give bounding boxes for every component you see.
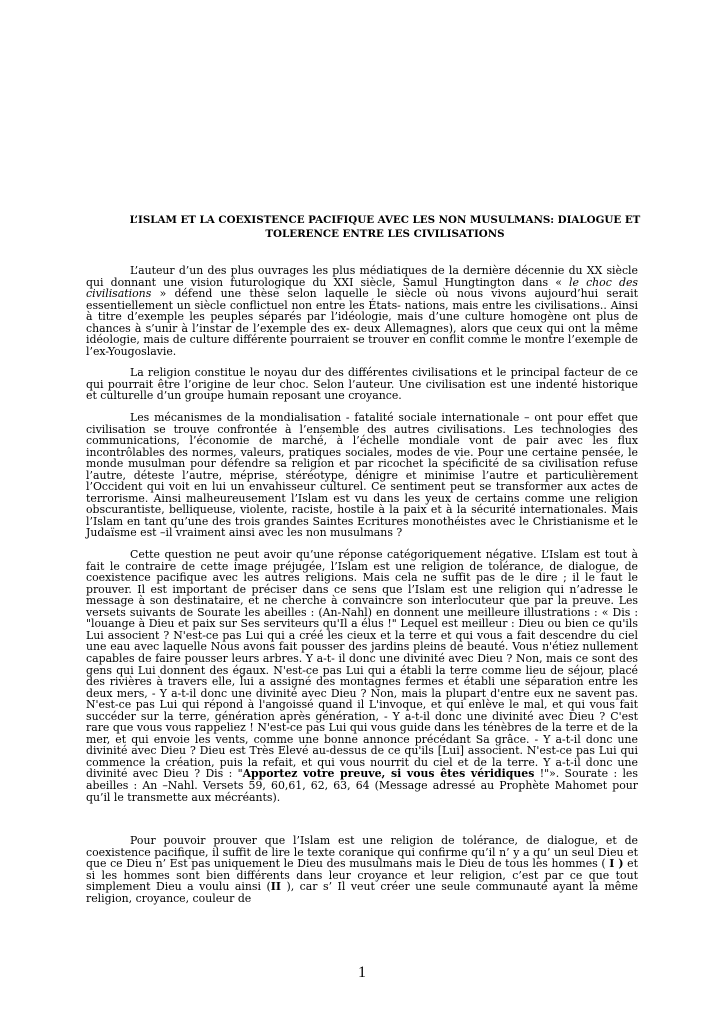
paragraph-4-text-a: Cette question ne peut avoir qu’une réponse catégoriquement négative. L’Islam est tout à fait le contraire de cette image préjugée, l’Islam est une religion de tolérance, de dialogue, de coexistence pacifique avec les autres religions. Mais cela ne suffit pas de le dire ; il le faut le prouver. Il est important de préciser dans ce sens que l’Islam est une religion qui n’adresse le message à son destinataire, et ne cherche à convaincre son interlocuteur que par la preuve. Les versets suivants de Sourate les abeilles : (An-Nahl) en donnent une meilleure illustrations : « Dis : "louange à Dieu et paix sur Ses serviteurs qu'Il a élus !" Lequel est meilleur : Dieu ou bien ce qu'ils Lui associent ? N'est-ce pas Lui qui a créé les cieux et la terre et qui vous a fait descendre du ciel une eau avec laquelle Nous avons fait pousser des jardins pleins de beauté. Vous n'étiez nullement capables de faire pousser leurs arbres. Y a-t- il donc une divinité avec Dieu ? Non, mais ce sont des gens qui Lui donnent des égaux. N'est-ce pas Lui qui a établi la terre comme lieu de séjour, placé des rivières à travers elle, lui a assigné des montagnes fermes et établi une séparation entre les deux mers, - Y a-t-il donc une divinité avec Dieu ? Non, mais la plupart d'entre eux ne savent pas. N'est-ce pas Lui qui répond à l'angoissé quand il L'invoque, et qui enlève le mal, et qui vous fait succéder sur la terre, génération après génération, - Y a-t-il donc une divinité avec Dieu ? C'est rare que vous vous rappeliez ! N'est-ce pas Lui qui vous guide dans les ténèbres de la terre et de la mer, et qui envoie les vents, comme une bonne annonce précédant Sa grâce. - Y a-t-il donc une divinité avec Dieu ? Dieu est Très Elevé au-dessus de ce qu'ils [Lui] associent. N'est-ce pas Lui qui commence la création, puis la refait, et qui vous nourrit du ciel et de la terre. Y a-t-il donc une divinité avec Dieu ? Dis : " xyxy=(86,548,638,781)
paragraph-5-text-a: Pour pouvoir prouver que l’Islam est une religion de tolérance, de dialogue, et de coexistence pacifique, il suffit de lire le texte coranique qui confirme qu’il n’ y a qu’ un seul Dieu et que ce Dieu n’ Est pas uniquement le Dieu des musulmans mais le Dieu de tous les hommes ( xyxy=(86,834,638,871)
paragraph-5-text-c: ), car s’ Il veut créer une seule communauté ayant la même religion, croyance, couleur de xyxy=(86,880,638,905)
page-number: 1 xyxy=(358,964,366,981)
paragraph-5-text-b: et si les hommes sont bien différents dans leur croyance et leur religion, c’est par ce que tout simplement Dieu a voulu ainsi ( xyxy=(86,857,638,894)
paragraph-5 xyxy=(86,835,638,904)
document-title xyxy=(86,213,684,241)
book-title-italic: le choc des civilisations xyxy=(86,275,638,301)
paragraph-1-text-a: L’auteur d’un des plus ouvrages les plus médiatiques de la dernière décennie du XX siècle qui donnant une vision futurologique du XXI siècle, Samul Hungtington dans « xyxy=(86,264,638,289)
document-body xyxy=(86,265,638,914)
paragraph-3: Les mécanismes de la mondialisation - fatalité sociale internationale – ont pour effet que civilisation se trouve confrontée à l’ensemble des autres civilisations. Les technologies des communications, l’économie de marché, à l’échelle mondiale vont de pair avec les flux incontrôlables des normes, valeurs, pratiques sociales, modes de vie. Pour une certaine pensée, le monde musulman pour défendre sa religion et par ricochet la spécificité de sa civilisation refuse l’autre, déteste l’autre, méprise, stéréotype, dénigre et minimise l’autre et particulièrement l’Occident qui voit en lui un envahisseur culturel. Ce sentiment peut se transformer aux actes de terrorisme. Ainsi malheureusement l’Islam est vu dans les yeux de certains comme une religion obscurantiste, belliqueuse, violente, raciste, hostile à la paix et à la sécurité internationales. Mais l’Islam en tant qu’une des trois grandes Saintes Ecritures monothéistes avec le Christianisme et le Judaïsme est –il vraiment ainsi avec les non musulmans ? xyxy=(86,411,638,540)
quran-quote-bold: Apportez votre preuve, si vous êtes véridiques xyxy=(242,767,535,781)
paragraph-1-text-b: » défend une thèse selon laquelle le siècle où nous vivons aujourd’hui serait essentiellement un siècle conflictuel non entre les États- nations, mais entre les civilisations.. Ainsi à titre d’exemple les peuples séparés par l’idéologie, mais d’une culture homogène ont plus de chances à s’unir à l’instar de l’exemple des ex- deux Allemagnes), alors que ceux qui ont la même idéologie, mais de culture différente pourraient se trouver en conflit comme le montre l’exemple de l’ex-Yougoslavie. xyxy=(86,287,638,358)
title-line-2: TOLERENCE ENTRE LES CIVILISATIONS xyxy=(265,228,505,240)
reference-marker-2: II xyxy=(270,880,281,894)
paragraph-2: La religion constitue le noyau dur des différentes civilisations et le principal facteur de ce qui pourrait être l’origine de leur choc. Selon l’auteur. Une civilisation est une indenté historique et culturelle d’un groupe humain reposant une croyance. xyxy=(86,366,638,403)
reference-marker-1: I ) xyxy=(609,857,624,871)
title-line-1: L’ISLAM ET LA COEXISTENCE PACIFIQUE AVEC LES NON MUSULMANS: DIALOGUE ET xyxy=(129,214,641,226)
paragraph-4-text-b: !"». Sourate : les abeilles : An –Nahl. Versets 59, 60,61, 62, 63, 64 (Message adressé au Prophète Mahomet pour qu’il le transmette aux mécréants). xyxy=(86,767,638,804)
paragraph-4 xyxy=(86,549,638,803)
paragraph-1 xyxy=(86,265,638,357)
